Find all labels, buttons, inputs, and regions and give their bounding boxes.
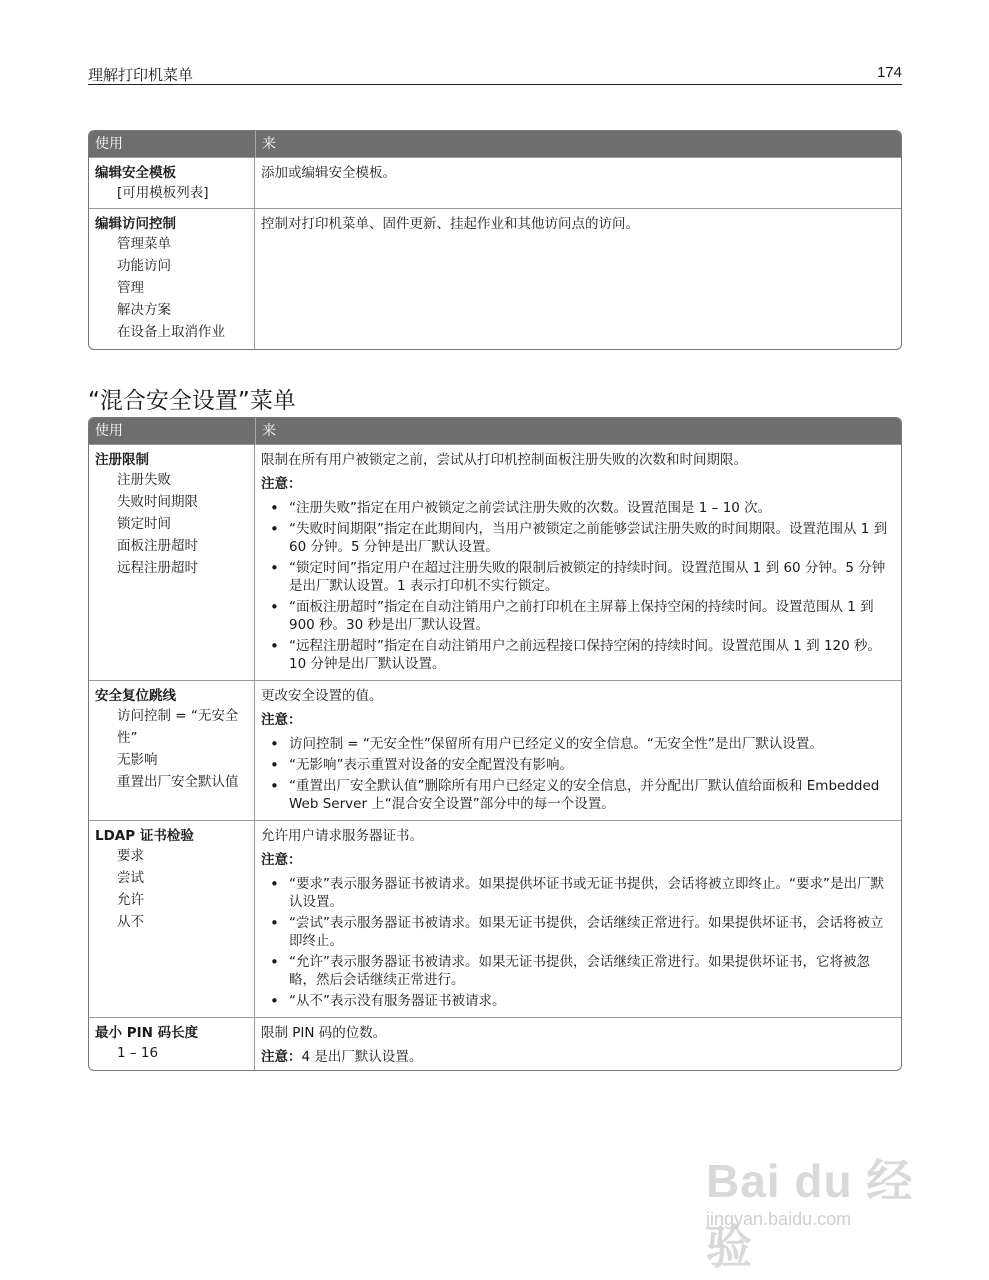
column-header-to: 来 xyxy=(255,418,901,444)
column-header-use: 使用 xyxy=(89,131,255,157)
setting-cell xyxy=(89,208,255,349)
setting-cell xyxy=(89,157,255,208)
list-item: • “允许”表示服务器证书被请求。如果无证书提供，会话继续正常进行。如果提供坏证书，它将被忽略，然后会话继续正常进行。 xyxy=(261,953,895,989)
description-cell xyxy=(255,820,901,1017)
note-text: 4 是出厂默认设置。 xyxy=(301,1049,423,1065)
setting-option: 锁定时间 xyxy=(117,516,171,532)
description-text: 更改安全设置的值。 xyxy=(261,688,383,704)
setting-option: 面板注册超时 xyxy=(117,538,198,554)
setting-name: 注册限制 xyxy=(95,452,149,468)
baidu-jingyan-watermark xyxy=(706,1145,916,1273)
page-number: 174 xyxy=(876,64,902,81)
column-header-use: 使用 xyxy=(89,418,255,444)
setting-option: 访问控制 = “无安全性” xyxy=(117,708,239,746)
column-header-to: 来 xyxy=(255,131,901,157)
menu-table-confidential-security xyxy=(88,417,902,1071)
description-cell xyxy=(255,1017,901,1070)
setting-option: 远程注册超时 xyxy=(117,560,198,576)
section-title: “混合安全设置”菜单 xyxy=(88,388,296,414)
list-item: • “重置出厂安全默认值”删除所有用户已经定义的安全信息，并分配出厂默认值给面板和 Embedded Web Server 上“混合安全设置”部分中的每一个设置。 xyxy=(261,777,895,813)
list-item: • “注册失败”指定在用户被锁定之前尝试注册失败的次数。设置范围是 1 – 10 次。 xyxy=(261,499,895,517)
setting-name: 最小 PIN 码长度 xyxy=(95,1025,199,1041)
note-line xyxy=(261,1048,895,1066)
setting-option: 无影响 xyxy=(117,752,158,768)
setting-option: 要求 xyxy=(117,848,144,864)
setting-option: 功能访问 xyxy=(117,258,171,274)
setting-name: LDAP 证书检验 xyxy=(95,828,194,844)
list-item: • “尝试”表示服务器证书被请求。如果无证书提供，会话继续正常进行。如果提供坏证书，会话将被立即终止。 xyxy=(261,914,895,950)
description-text: 限制 PIN 码的位数。 xyxy=(261,1025,387,1041)
note-list xyxy=(261,875,895,1010)
list-item: • 访问控制 = “无安全性”保留所有用户已经定义的安全信息。“无安全性”是出厂默认设置。 xyxy=(261,735,895,753)
watermark-url: jingyan.baidu.com xyxy=(706,1209,852,1229)
page-header xyxy=(88,62,902,85)
list-item: • “面板注册超时”指定在自动注销用户之前打印机在主屏幕上保持空闲的持续时间。设置范围从 1 到 900 秒。30 秒是出厂默认设置。 xyxy=(261,598,895,634)
list-item: • “无影响”表示重置对设备的安全配置没有影响。 xyxy=(261,756,895,774)
list-item: • “锁定时间”指定用户在超过注册失败的限制后被锁定的持续时间。设置范围从 1 到 60 分钟。5 分钟是出厂默认设置。1 表示打印机不实行锁定。 xyxy=(261,559,895,595)
list-item: • “失败时间期限”指定在此期间内，当用户被锁定之前能够尝试注册失败的时间期限。设置范围从 1 到 60 分钟。5 分钟是出厂默认设置。 xyxy=(261,520,895,556)
note-list xyxy=(261,499,895,673)
setting-option: 解决方案 xyxy=(117,302,171,318)
description-cell xyxy=(255,157,901,208)
setting-name: 编辑安全模板 xyxy=(95,165,176,181)
running-title: 理解打印机菜单 xyxy=(88,66,194,84)
setting-option: 1 – 16 xyxy=(117,1045,159,1061)
setting-name: 编辑访问控制 xyxy=(95,216,176,232)
description-cell xyxy=(255,444,901,680)
table-row xyxy=(89,1017,901,1070)
note-label: 注意： xyxy=(261,476,302,492)
description-text: 限制在所有用户被锁定之前，尝试从打印机控制面板注册失败的次数和时间期限。 xyxy=(261,452,747,468)
table-row xyxy=(89,157,901,208)
table-row xyxy=(89,208,901,349)
table-header-row xyxy=(89,131,901,157)
description-cell xyxy=(255,208,901,349)
description-text: 允许用户请求服务器证书。 xyxy=(261,828,423,844)
setting-option: 注册失败 xyxy=(117,472,171,488)
setting-cell xyxy=(89,1017,255,1070)
note-label: 注意： xyxy=(261,1049,302,1065)
setting-cell xyxy=(89,820,255,1017)
setting-option: 在设备上取消作业 xyxy=(117,324,225,340)
note-list xyxy=(261,735,895,813)
setting-option: 从不 xyxy=(117,914,144,930)
setting-option: 尝试 xyxy=(117,870,144,886)
setting-option: 重置出厂安全默认值 xyxy=(117,774,239,790)
setting-name: 安全复位跳线 xyxy=(95,688,176,704)
menu-table-security-templates xyxy=(88,130,902,350)
description-text: 添加或编辑安全模板。 xyxy=(261,165,396,181)
setting-option: 管理菜单 xyxy=(117,236,171,252)
table-row xyxy=(89,820,901,1017)
setting-cell xyxy=(89,680,255,820)
note-label: 注意： xyxy=(261,852,302,868)
note-label: 注意： xyxy=(261,712,302,728)
list-item: • “要求”表示服务器证书被请求。如果提供坏证书或无证书提供，会话将被立即终止。“要求”是出厂默认设置。 xyxy=(261,875,895,911)
list-item: • “从不”表示没有服务器证书被请求。 xyxy=(261,992,895,1010)
setting-cell xyxy=(89,444,255,680)
list-item: • “远程注册超时”指定在自动注销用户之前远程接口保持空闲的持续时间。设置范围从 1 到 120 秒。10 分钟是出厂默认设置。 xyxy=(261,637,895,673)
table-row xyxy=(89,444,901,680)
setting-option: 管理 xyxy=(117,280,144,296)
description-cell xyxy=(255,680,901,820)
description-text: 控制对打印机菜单、固件更新、挂起作业和其他访问点的访问。 xyxy=(261,216,639,232)
table-header-row xyxy=(89,418,901,444)
setting-option: 允许 xyxy=(117,892,144,908)
setting-option: 失败时间期限 xyxy=(117,494,198,510)
table-row xyxy=(89,680,901,820)
setting-option: [可用模板列表] xyxy=(117,185,209,201)
watermark-logo: Bai du 经验 xyxy=(706,1155,914,1273)
